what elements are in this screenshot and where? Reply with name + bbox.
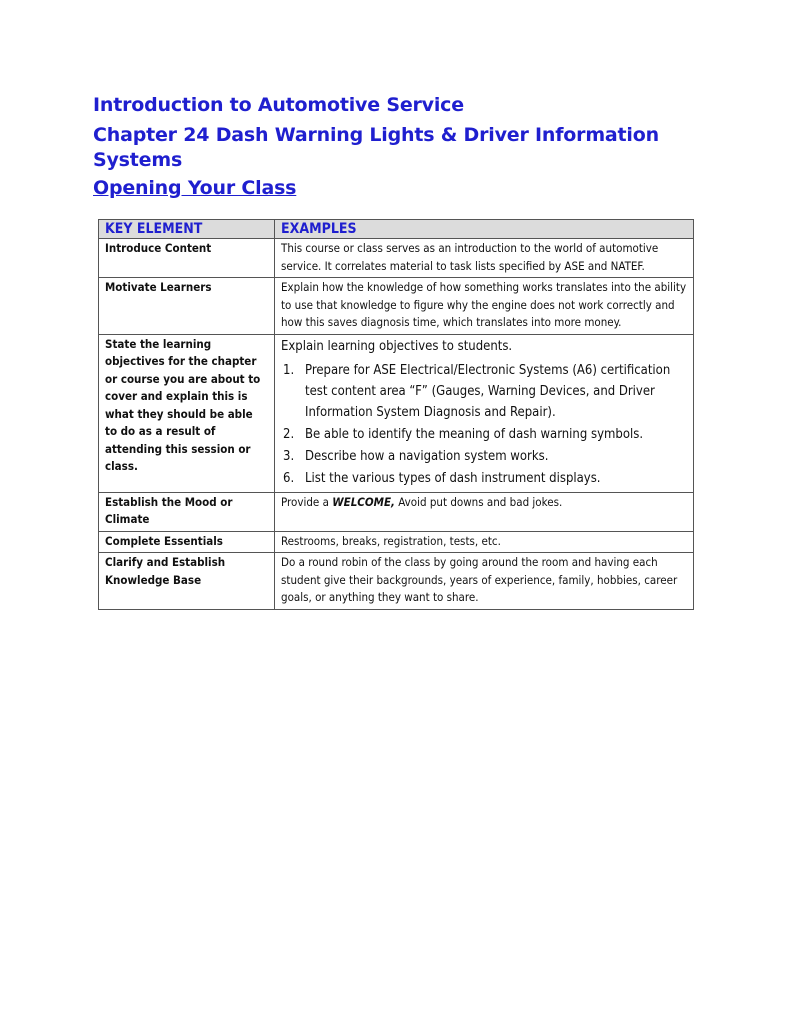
chapter-title: Chapter 24 Dash Warning Lights & Driver Information Systems — [93, 124, 659, 171]
table-row — [99, 531, 694, 553]
objective-item — [281, 360, 687, 423]
table-row — [99, 553, 694, 610]
key-cell: Establish the Mood or Climate — [99, 492, 275, 531]
welcome-post: Avoid put downs and bad jokes. — [394, 494, 563, 509]
objective-text: Describe how a navigation system works. — [305, 448, 549, 464]
objective-text: Be able to identify the meaning of dash warning symbols. — [305, 426, 644, 442]
welcome-pre: Provide a — [281, 494, 333, 509]
table-row — [99, 334, 694, 492]
table-row — [99, 239, 694, 278]
example-cell: This course or class serves as an introduction to the world of automotive service. It correlates material to task lists specified by ASE and NATEF. — [275, 239, 694, 278]
objective-item — [281, 424, 687, 445]
header-key-element: KEY ELEMENT — [99, 220, 275, 239]
key-cell: Motivate Learners — [99, 278, 275, 335]
opening-class-table — [98, 219, 694, 610]
key-cell: Complete Essentials — [99, 531, 275, 553]
key-cell: Clarify and Establish Knowledge Base — [99, 553, 275, 610]
objectives-list — [281, 360, 687, 489]
key-cell: State the learning objectives for the chapter or course you are about to cover and explain this is what they should be able to do as a result of attending this session or class. — [99, 334, 275, 492]
objective-number: 1. — [283, 362, 295, 378]
objective-item — [281, 446, 687, 467]
section-title: Opening Your Class — [93, 177, 297, 199]
table-header-row — [99, 220, 694, 239]
objective-item — [281, 468, 687, 489]
objective-number: 3. — [283, 448, 295, 464]
welcome-emphasis: WELCOME, — [332, 494, 395, 509]
table-row — [99, 278, 694, 335]
objective-text: List the various types of dash instrument displays. — [305, 470, 601, 486]
header-examples: EXAMPLES — [275, 220, 694, 239]
example-cell: Restrooms, breaks, registration, tests, etc. — [275, 531, 694, 553]
example-cell: Explain how the knowledge of how something works translates into the ability to use that knowledge to figure why the engine does not work correctly and how this saves diagnosis time, which translates into more money. — [275, 278, 694, 335]
objectives-intro: Explain learning objectives to students. — [281, 338, 513, 354]
objective-number: 6. — [283, 470, 295, 486]
objective-number: 2. — [283, 426, 295, 442]
table-row — [99, 492, 694, 531]
key-cell: Introduce Content — [99, 239, 275, 278]
objective-text: Prepare for ASE Electrical/Electronic Systems (A6) certification test content area “F” (Gauges, Warning Devices, and Driver Information System Diagnosis and Repair). — [305, 362, 671, 420]
example-cell: Do a round robin of the class by going around the room and having each student give their backgrounds, years of experience, family, hobbies, career goals, or anything they want to share. — [275, 553, 694, 610]
example-cell — [275, 492, 694, 531]
objectives-cell — [275, 334, 694, 492]
document-title: Introduction to Automotive Service — [93, 94, 464, 116]
